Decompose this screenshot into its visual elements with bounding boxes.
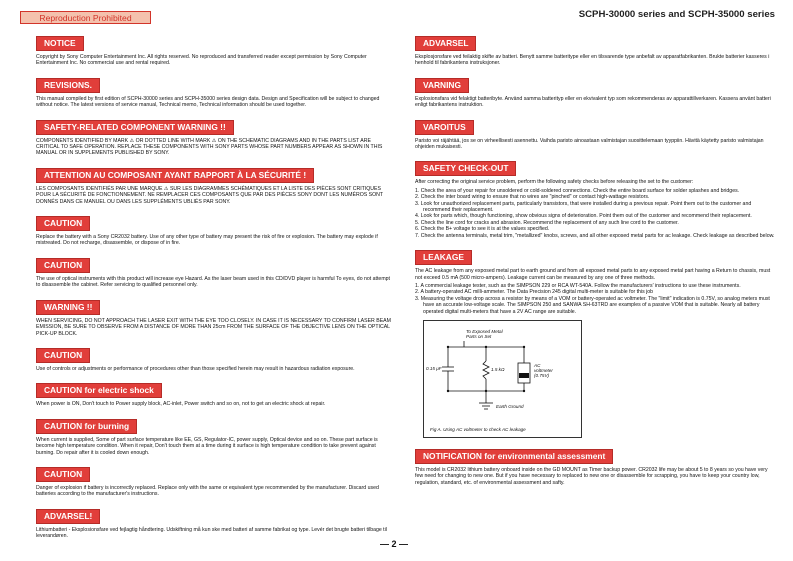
figure-caption: Fig A. Using AC voltmeter to check AC leakage	[430, 426, 526, 432]
figure-label-voltage: (0.75V)	[534, 372, 550, 378]
notice-section	[36, 33, 393, 67]
caution-controls-section	[36, 345, 393, 372]
leakage-heading: LEAKAGE	[415, 250, 472, 265]
safety-checkout-intro: After correcting the original service problem, perform the following safety checks before releasing the set to the customer:	[415, 179, 694, 186]
safety-body: COMPONENTS IDENTIFIED BY MARK ⚠ OR DOTTED LINE WITH MARK ⚠ ON THE SCHEMATIC DIAGRAMS AND IN THE PARTS LIST ARE CRITICAL TO SAFE OPERATION. REPLACE THESE COMPONENTS WITH SONY PARTS WHOSE PART NUMBERS APPEAR AS SHOWN IN THIS MANUAL OR IN SUPPLEMENTS PUBLISHED BY SONY.	[36, 137, 383, 157]
burning-body: When current is supplied, Some of part surface temperature like EE, GS, Regulator-IC, power supply, Optical device and so on. These part surface is become high temperature condition. When it repair, Don't touch them at a time during it surface is high temperature condition to take prevent against burning. Do repair after it is cooled down enough.	[36, 436, 378, 456]
burning-section	[36, 416, 393, 456]
electric-shock-body: When power is ON, Don't touch to Power supply block, AC-inlet, Power switch and so on, not to get an electric shock at repair.	[36, 401, 326, 408]
varning-body: Explosionsfara vid felaktigt batteribyte. Använd samma batterityp eller en ekvivalent typ som rekommenderas av apparattillverkaren. Kassera använt batteri enligt fabrikantens instruktion.	[415, 95, 771, 109]
leakage-section	[415, 247, 775, 438]
caution-explosion-heading: CAUTION	[36, 467, 90, 482]
electric-shock-section	[36, 380, 393, 407]
list-item: 4. Look for parts which, though functioning, show obvious signs of deterioration. Point them out of the customer and recommend their replacement.	[415, 213, 752, 220]
electric-shock-heading: CAUTION for electric shock	[36, 383, 162, 398]
caution-battery-section	[36, 213, 393, 247]
reproduction-prohibited-label: Reproduction Prohibited	[20, 11, 151, 24]
series-title: SCPH-30000 series and SCPH-35000 series	[578, 9, 775, 20]
varning-section	[415, 75, 775, 109]
figure-label-exposed-metal: To Exposed Metal	[466, 328, 503, 334]
warning-heading: WARNING !!	[36, 300, 100, 315]
caution-explosion-body: Danger of explosion if battery is incorrectly replaced. Replace only with the same or equivalent type recommended by the manufacturer. Discard used batteries according to the manufacturer's instructions.	[36, 484, 379, 498]
list-item: 6. Check the B+ voltage to see it is at the values specified.	[415, 226, 550, 233]
left-column	[36, 33, 393, 548]
figure-label-voltmeter: voltmeter	[534, 367, 553, 373]
advarsel-no-heading: ADVARSEL	[415, 36, 476, 51]
varoitus-heading: VAROITUS	[415, 120, 474, 135]
list-item: 2. Check the inter board wiring to ensure that no wires are "pinched" or contact high-wattage resistors.	[415, 194, 650, 201]
caution-laser-section	[36, 255, 393, 289]
environmental-heading: NOTIFICATION for environmental assessment	[415, 449, 613, 464]
circuit-diagram	[424, 321, 581, 437]
list-item: 5. Check the line cord for cracks and abrasion. Recommend the replacement of any such line cord to the customer.	[415, 219, 679, 226]
safety-section	[36, 117, 393, 157]
varning-heading: VARNING	[415, 78, 469, 93]
safety-checkout-section	[415, 158, 775, 239]
safety-checkout-heading: SAFETY CHECK-OUT	[415, 161, 516, 176]
varoitus-section	[415, 117, 775, 151]
attention-heading: ATTENTION AU COMPOSANT AYANT RAPPORT À LA SÉCURITÉ !	[36, 168, 314, 183]
advarsel-dk-section	[36, 506, 393, 540]
page-number: — 2 —	[380, 539, 409, 549]
varoitus-body: Paristo voi räjähtää, jos se on virheellisesti asennettu. Vaihda paristo ainoastaan valmistajan suosittelemaan tyyppiin. Hävitä käytetty paristo valmistajan ohjeiden mukaisesti.	[415, 137, 764, 151]
warning-section	[36, 297, 393, 337]
attention-section	[36, 165, 393, 205]
caution-explosion-section	[36, 464, 393, 498]
list-item: 3. Look for unauthorized replacement parts, particularly transistors, that were installed during a previous repair. Point them out to the customer and recommend their replacement.	[415, 200, 752, 214]
caution-controls-body: Use of controls or adjustments or performance of procedures other than those specified herein may result in hazardous radiation exposure.	[36, 365, 355, 372]
caution-battery-heading: CAUTION	[36, 216, 90, 231]
figure-label-ac: AC	[534, 362, 541, 368]
list-item: 2. A battery-operated AC milli-ammeter. The Data Precision 245 digital multi-meter is suitable for this job	[415, 289, 654, 296]
burning-heading: CAUTION for burning	[36, 419, 137, 434]
leakage-list	[415, 283, 775, 315]
leakage-circuit-figure	[423, 320, 582, 438]
figure-label-earth-ground: Earth Ground	[496, 403, 524, 409]
safety-checkout-list	[415, 188, 775, 239]
revisions-heading: REVISIONS.	[36, 78, 100, 93]
caution-battery-body: Replace the battery with a Sony CR2032 battery. Use of any other type of battery may present the risk of fire or explosion. The battery may explode if mistreated. Do not recharge, disassemble, or dispose of in fire.	[36, 234, 378, 247]
warning-body: WHEN SERVICING, DO NOT APPROACH THE LASER EXIT WITH THE EYE TOO CLOSELY. IN CASE IT IS NECESSARY TO CONFIRM LASER BEAM EMISSION, BE SURE TO OBSERVE FROM A DISTANCE OF MORE THAN 25cm FROM THE SURFACE OF THE OBJECTIVE LENS ON THE OPTICAL PICK-UP BLOCK.	[36, 317, 391, 337]
environmental-body: This model is CR2032 lithium battery onboard inside on the GD MOUNT as Timer backup power. CR2032 life may be about 5 to 8 years so you have very few need for changing to new one. But if you have necessary to replaced to new one or disassemble for scrapping, you have to keep your country low, regulation, standard, etc. of environmental assessment and safty.	[415, 466, 768, 486]
leakage-intro: The AC leakage from any exposed metal part to earth ground and from all exposed metal parts to any exposed metal part having a Return to chassis, must not exceed 0.5 mA (500 micro-ampers). Leakage current can be measured by any one of three methods.	[415, 268, 771, 281]
list-item: 3. Measuring the voltage drop across a resistor by means of a VOM or battery-operated ac voltmeter. The "limit" indication is 0.75V, so analog meters must have an accurate low-voltage scale. The SIMPSON 250 and SANWA SH-63TRD are examples of a passive VOM that is suitable. Nearly all battery operated digital multi-meters that have a 2V AC range are suitable.	[415, 295, 770, 315]
advarsel-dk-heading: ADVARSEL!	[36, 509, 100, 524]
notice-body: Copyright by Sony Computer Entertainment Inc. All rights reserved. No reproduced and transferred reader except permission by Sony Computer Entertainment Inc. No commercial use and rental required.	[36, 54, 367, 67]
list-item: 1. A commercial leakage tester, such as the SIMPSON 229 or RCA WT-540A. Follow the manufacturers' instructions to use these instruments.	[415, 282, 741, 289]
list-item: 1. Check the area of your repair for unsoldered or cold-soldered connections. Check the entire board surface for solder splashes and bridges.	[415, 187, 740, 194]
attention-body: LES COMPOSANTS IDENTIFIÉS PAR UNE MARQUE ⚠ SUR LES DIAGRAMMES SCHÉMATIQUES ET LA LISTE DES PIÈCES SONT CRITIQUES POUR LA SÉCURITÉ DE FONCTIONNEMENT. NE REMPLACER CES COMPOSANTS QUE PAR DES PIÈCES SONY DONT LES NUMÉROS SONT DONNÉS DANS CE MANUEL OU DANS LES SUPPLÉMENTS UBLIÉS PAR SONY.	[36, 185, 383, 205]
list-item: 7. Check the antenna terminals, metal trim, "metallized" knobs, screws, and all other exposed metal parts for ac leakage. Check leakage as described below.	[415, 232, 775, 239]
figure-label-parts-on-set: Parts on Set	[466, 333, 492, 339]
caution-laser-body: The use of optical instruments with this product will increase eye Hazard. As the laser beam used in this CD/DVD player is harmful To eyes, do not attempt to disassemble the cabinet. Refer servicing to qualified personnel only.	[36, 275, 390, 289]
caution-controls-heading: CAUTION	[36, 348, 90, 363]
advarsel-dk-body: Lithiumbatteri - Eksplosionsfare ved fejlagtig håndtering. Udskiftning må kun ske med batteri af samme fabrikat og type. Levér det brugte batteri tilbage til leverandøren.	[36, 526, 387, 540]
figure-label-resistor: 1.5 kΩ	[491, 366, 505, 372]
notice-heading: NOTICE	[36, 36, 84, 51]
figure-label-capacitor: 0.15 μF	[426, 365, 442, 371]
environmental-section	[415, 446, 775, 486]
safety-heading: SAFETY-RELATED COMPONENT WARNING !!	[36, 120, 234, 135]
right-column	[415, 33, 775, 494]
revisions-body: This manual compiled by first edition of SCPH-30000 series and SCPH-35000 series design data. Design and Specification will be subject to changed without notice. The latest versions of service manual, Technical memo, Technical information should be used together.	[36, 95, 380, 109]
advarsel-no-body: Eksplosjonsfare ved feilaktig skifte av batteri. Benytt samme batteritype eller en tilsvarende type anbefalt av apparatfabrikanten. Brukte batterier kasseres i henhold til fabrikantens instruksjoner.	[415, 54, 770, 67]
revisions-section	[36, 75, 393, 109]
advarsel-no-section	[415, 33, 775, 67]
caution-laser-heading: CAUTION	[36, 258, 90, 273]
